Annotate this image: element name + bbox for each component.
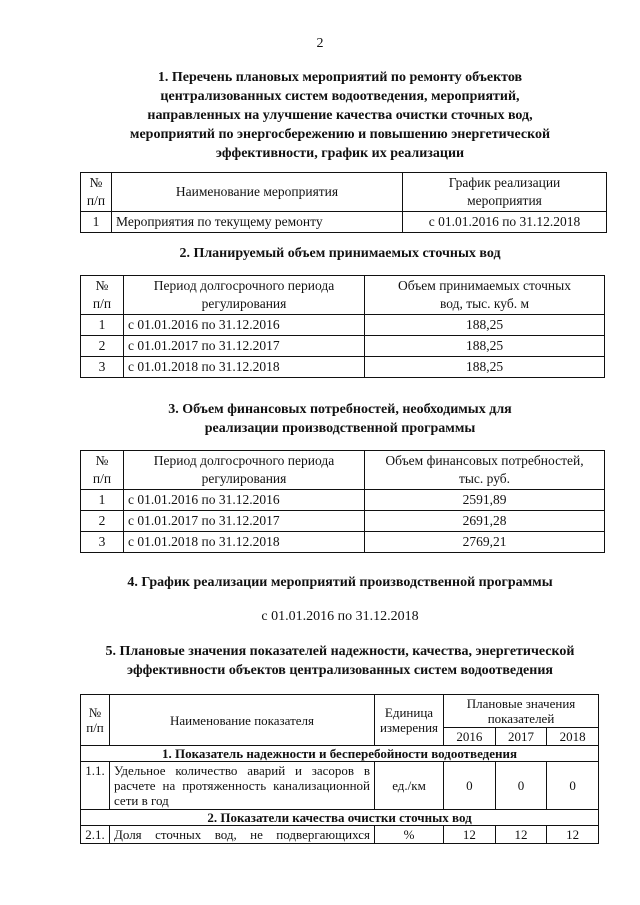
header-name: Наименование показателя [110,695,375,746]
header-num: № п/п [81,276,124,315]
section-4-period: с 01.01.2016 по 31.12.2018 [261,609,419,624]
table-5 [80,694,599,844]
table-row: 3 с 01.01.2018 по 31.12.2018 188,25 [81,357,605,378]
group-header: 1. Показатель надежности и бесперебойности водоотведения [81,746,599,762]
header-year: 2018 [547,728,599,746]
section-1-title: 1. Перечень плановых мероприятий по ремонту объектов централизованных систем водоотведения, мероприятий, направленных на улучшение качества очистки сточных вод, мероприятий по энергосбережению и повышению энергетической эффективности, график их реализации [129,70,551,161]
table-3 [80,450,605,553]
header-num: № п/п [81,695,110,746]
group-header: 2. Показатели качества очистки сточных вод [81,810,599,826]
header-year: 2016 [444,728,496,746]
table-row: 1 с 01.01.2016 по 31.12.2016 188,25 [81,315,605,336]
section-4-title: 4. График реализации мероприятий производственной программы [127,575,553,590]
header-value: Объем финансовых потребностей, тыс. руб. [365,451,605,490]
table-row: 1 Мероприятия по текущему ремонту с 01.01.2016 по 31.12.2018 [81,212,607,233]
header-num: № п/п [81,173,112,212]
table-row: 1 с 01.01.2016 по 31.12.2016 2591,89 [81,490,605,511]
header-period: Период долгосрочного периода регулирования [124,276,365,315]
section-2-title: 2. Планируемый объем принимаемых сточных вод [179,246,501,261]
header-plan: Плановые значения показателей [444,695,599,728]
header-year: 2017 [495,728,547,746]
table-row: 1.1. Удельное количество аварий и засоров в расчете на протяженность канализационной сети в год ед./км 0 0 0 [81,762,599,810]
section-5-title: 5. Плановые значения показателей надежности, качества, энергетической эффективности объектов централизованных систем водоотведения [105,644,575,678]
table-row: 2 с 01.01.2017 по 31.12.2017 2691,28 [81,511,605,532]
table-row: 2 с 01.01.2017 по 31.12.2017 188,25 [81,336,605,357]
header-period: Период долгосрочного периода регулирования [124,451,365,490]
table-row: 2.1. Доля сточных вод, не подвергающихся % 12 12 12 [81,826,599,844]
page-number: 2 [316,36,324,51]
section-3-title: 3. Объем финансовых потребностей, необходимых для реализации производственной программы [168,402,512,436]
header-value: Объем принимаемых сточных вод, тыс. куб. м [365,276,605,315]
table-2 [80,275,605,378]
header-name: Наименование мероприятия [112,173,403,212]
header-schedule: График реализации мероприятия [403,173,607,212]
table-1 [80,172,607,233]
header-unit: Единица измерения [375,695,444,746]
header-num: № п/п [81,451,124,490]
table-row: 3 с 01.01.2018 по 31.12.2018 2769,21 [81,532,605,553]
